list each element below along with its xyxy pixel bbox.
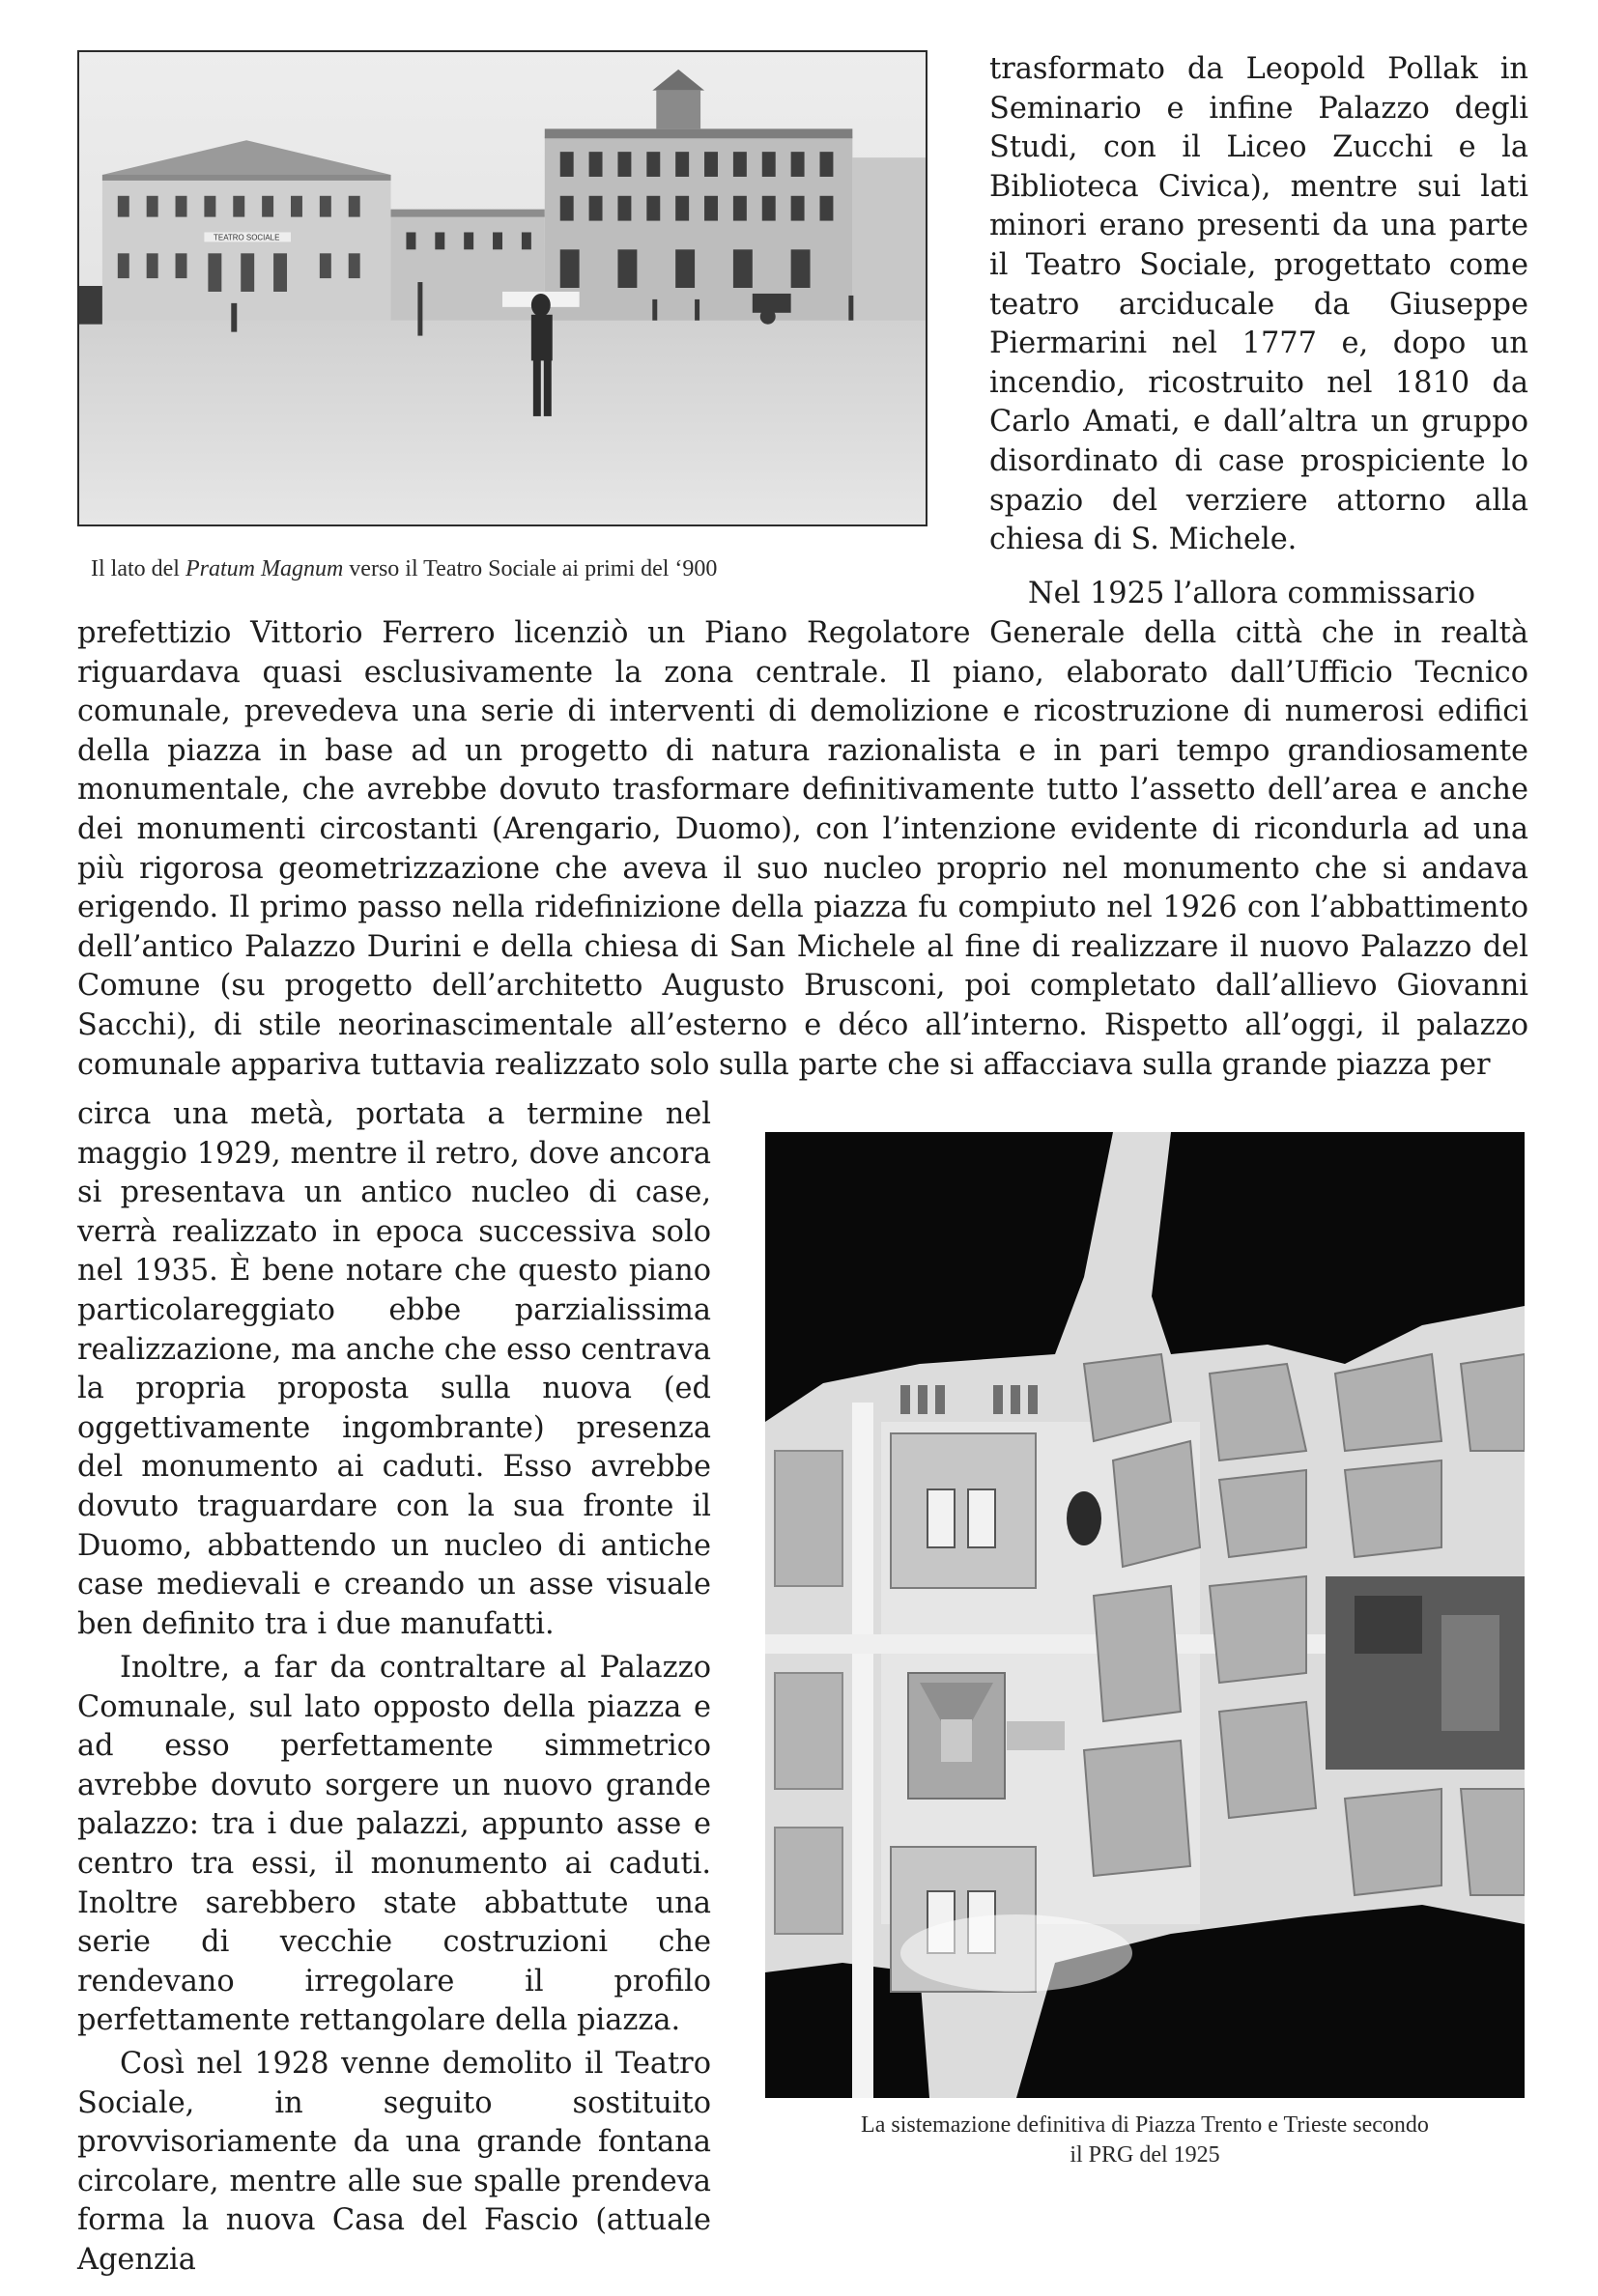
- text-left-column-3: Così nel 1928 venne demolito il Teatro Sociale, in seguito sostituito provvisoriamente da una grande fontana circolare, mentre alle sue spalle prendeva forma la nuova Casa del Fascio (attuale Agenzia: [77, 2047, 711, 2277]
- paragraph-1925-lead: Nel 1925 l’allora commissario: [1028, 577, 1476, 610]
- historic-photo: [77, 50, 927, 526]
- plan-model-illustration: [765, 1132, 1525, 2098]
- text-left-column-1: circa una metà, portata a termine nel maggio 1929, mentre il retro, dove ancora si presentava un antico nucleo di case, verrà realizzato in epoca successiva solo nel 1935. È bene notare che questo piano particolareggiato ebbe parzialissima realizzazione, ma anche che esso centrava la propria proposta sulla nuova (ed oggettivamente ingombrante) presenza del monumento ai caduti. Esso avrebbe dovuto traguardare con la sua fronte il Duomo, abbattendo un nucleo di antiche case medievali e creando un asse visuale ben definito tra i due manufatti.: [77, 1097, 711, 1641]
- plan-caption: [765, 2111, 1525, 2170]
- plan-model-photo: [765, 1132, 1525, 2098]
- paragraph-1925-body: prefettizio Vittorio Ferrero licenziò un Piano Regolatore Generale della città che in realtà riguardava quasi esclusivamente la zona centrale. Il piano, elaborato dall’Ufficio Tecnico comunale, prevedeva una serie di interventi di demolizione e ricostruzione di numerosi edifici della piazza in base ad un progetto di natura razionalista e in pari tempo grandiosamente monumentale, che avrebbe dovuto trasformare definitivamente tutto l’assetto dell’area e anche dei monumenti circostanti (Arengario, Duomo), con l’intenzione evidente di ricondurla ad una più rigorosa geometrizzazione che aveva il suo nucleo proprio nel monumento che si andava erigendo. Il primo passo nella ridefinizione della piazza fu compiuto nel 1926 con l’abbattimento dell’antico Palazzo Durini e della chiesa di San Michele al fine di realizzare il nuovo Palazzo del Comune (su progetto dell’architetto Augusto Brusconi, poi completato dall’allievo Giovanni Sacchi), di stile neorinascimentale all’esterno e déco all’interno. Rispetto all’oggi, il palazzo comunale appariva tuttavia realizzato solo sulla parte che si affacciava sulla grande piazza per: [77, 616, 1528, 1082]
- piazza-photo-illustration: [79, 52, 926, 524]
- text-right-column-top: trasformato da Leopold Pollak in Seminario e infine Palazzo degli Studi, con il Liceo Zucchi e la Biblioteca Civica), mentre sui lati minori erano presenti da una parte il Teatro Sociale, progettato come teatro arciducale da Giuseppe Piermarini nel 1777 e, dopo un incendio, ricostruito nel 1810 da Carlo Amati, e dall’altra un gruppo disordinato di case prospiciente lo spazio del verziere attorno alla chiesa di S. Michele.: [989, 52, 1528, 557]
- photo-sign: TEATRO SOCIALE: [214, 233, 280, 242]
- plan-caption-line-1: La sistemazione definitiva di Piazza Trento e Trieste secondo: [861, 2112, 1429, 2138]
- photo-caption: Il lato del Pratum Magnum verso il Teatro Sociale ai primi del ‘900: [91, 556, 718, 581]
- text-left-column-2: Inoltre, a far da contraltare al Palazzo Comunale, sul lato opposto della piazza e ad esso perfettamente simmetrico avrebbe dovuto sorgere un nuovo grande palazzo: tra i due palazzi, appunto asse e centro tra essi, il monumento ai caduti. Inoltre sarebbero state abbattute una serie di vecchie costruzioni che rendevano irregolare il profilo perfettamente rettangolare della piazza.: [77, 1651, 711, 2038]
- plan-caption-line-2: il PRG del 1925: [1070, 2142, 1220, 2168]
